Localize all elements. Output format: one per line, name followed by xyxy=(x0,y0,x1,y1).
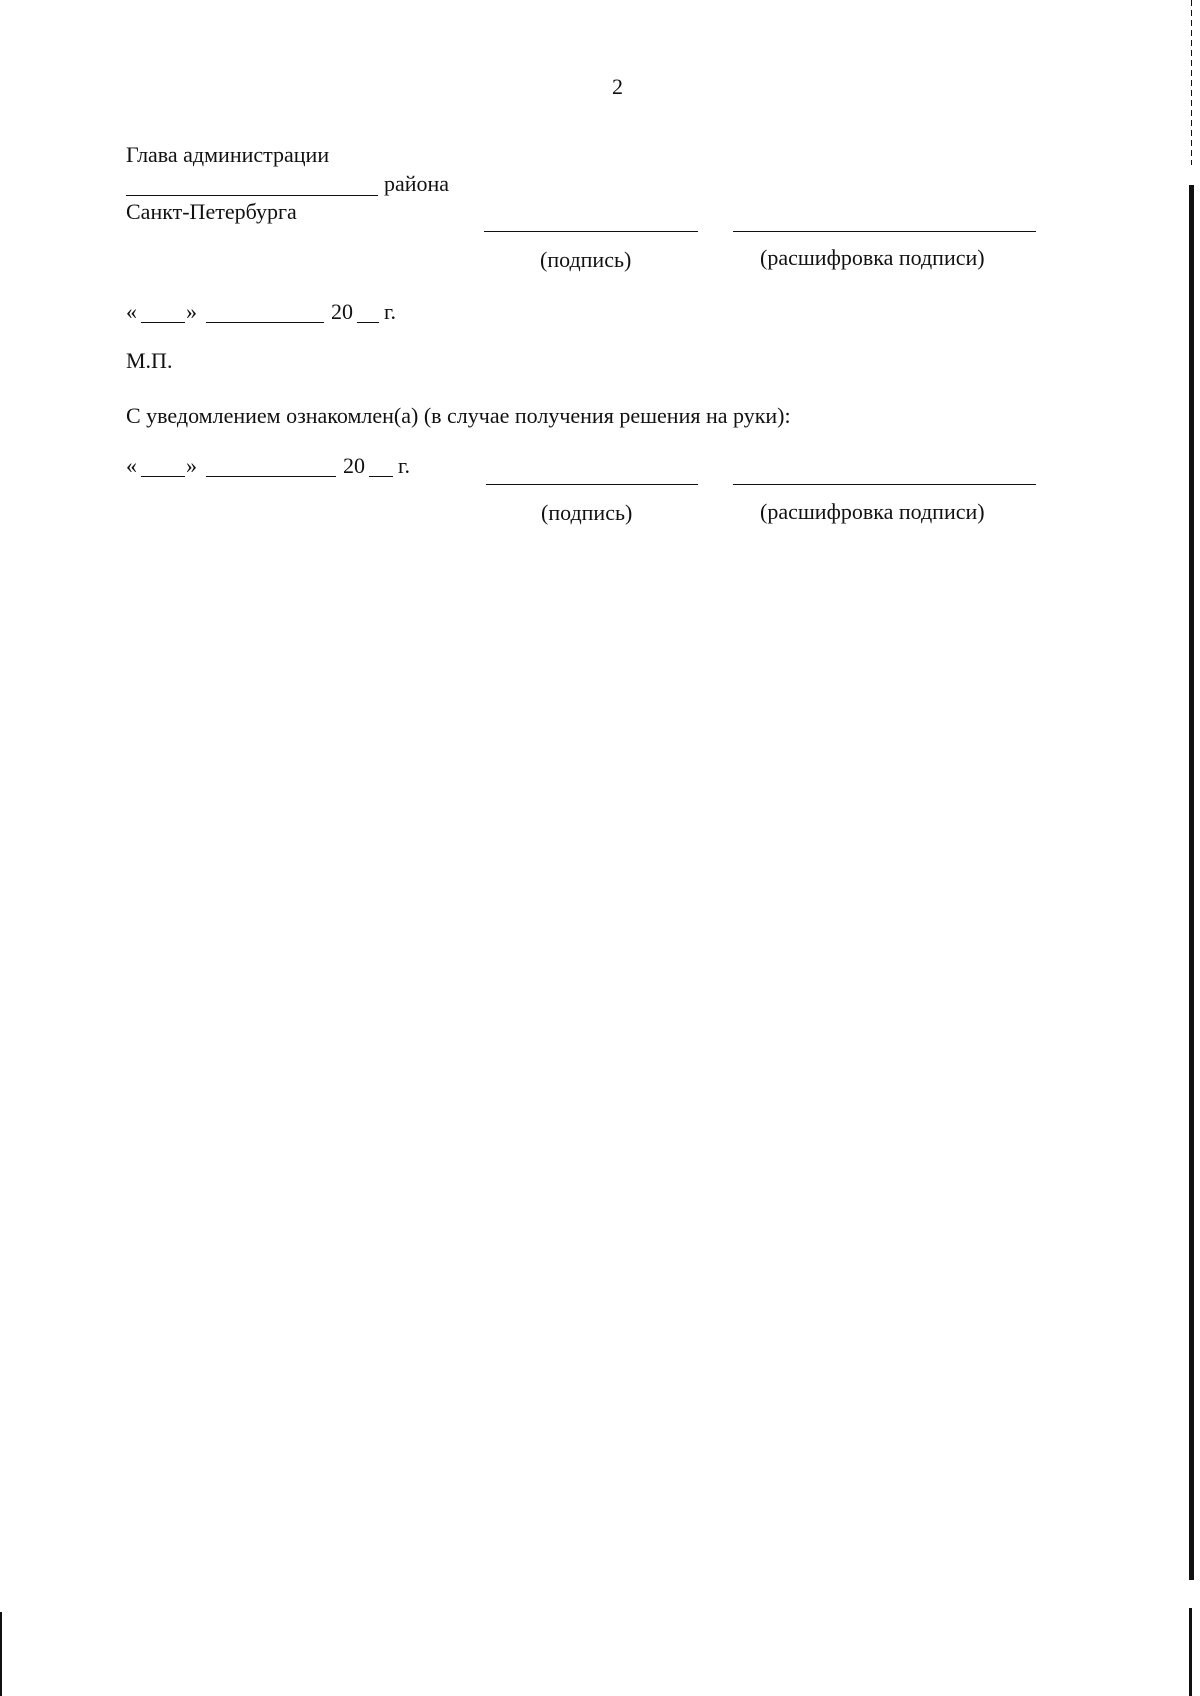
date-year-prefix-2: 20 xyxy=(343,453,365,478)
scan-edge-band xyxy=(1189,185,1194,1580)
signature-decoding-line-2[interactable] xyxy=(733,484,1036,485)
date-year-suffix-1: г. xyxy=(384,299,397,324)
scan-edge-dotted-top xyxy=(1191,0,1192,165)
date-day-blank-2[interactable] xyxy=(141,476,185,477)
scan-edge-bottom-right xyxy=(1189,1608,1192,1696)
date-day-blank-1[interactable] xyxy=(141,322,185,323)
page-number: 2 xyxy=(612,74,623,99)
signature-line-1[interactable] xyxy=(484,231,698,232)
head-title-line: Глава администрации xyxy=(126,142,330,167)
signature-decoding-caption-2: (расшифровка подписи) xyxy=(760,499,985,524)
date-open-quote-1: « xyxy=(126,299,137,324)
date-close-quote-2: » xyxy=(186,453,197,478)
city-line: Санкт-Петербурга xyxy=(126,199,297,224)
district-name-blank[interactable] xyxy=(126,195,378,196)
scan-edge-bottom-left xyxy=(0,1612,2,1696)
signature-decoding-caption-1: (расшифровка подписи) xyxy=(760,245,985,270)
signature-decoding-line-1[interactable] xyxy=(733,231,1036,232)
date-year-prefix-1: 20 xyxy=(331,299,353,324)
date-year-blank-2[interactable] xyxy=(369,476,393,477)
date-year-suffix-2: г. xyxy=(398,453,411,478)
signature-line-2[interactable] xyxy=(486,484,698,485)
signature-caption-2: (подпись) xyxy=(541,500,633,525)
date-year-blank-1[interactable] xyxy=(357,322,379,323)
signature-caption-1: (подпись) xyxy=(540,247,632,272)
date-open-quote-2: « xyxy=(126,453,137,478)
date-close-quote-1: » xyxy=(186,299,197,324)
date-month-blank-2[interactable] xyxy=(206,476,336,477)
acknowledgement-text: С уведомлением ознакомлен(а) (в случае получения решения на руки): xyxy=(126,403,791,428)
district-word: района xyxy=(384,171,450,196)
date-month-blank-1[interactable] xyxy=(206,322,324,323)
stamp-place-label: М.П. xyxy=(126,348,173,373)
